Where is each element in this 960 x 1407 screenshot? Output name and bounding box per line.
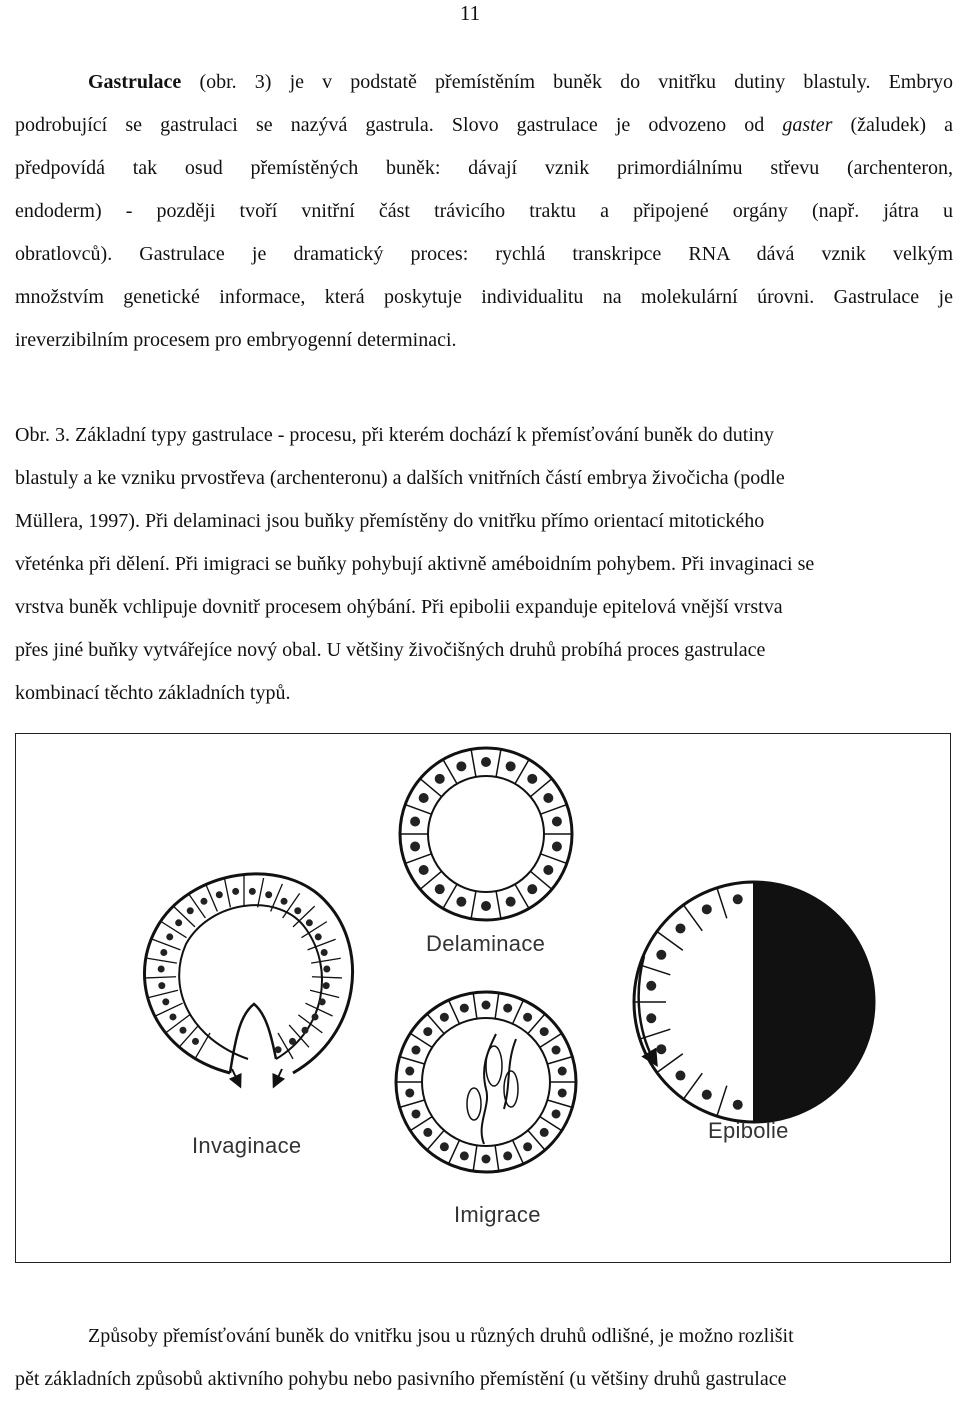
cell-wall (311, 958, 341, 963)
cell-wall (513, 1140, 524, 1164)
intro-line: ireverzibilním procesem pro embryogenní determinaci. (15, 329, 457, 351)
delaminace-diagram (400, 748, 572, 920)
cell-nucleus (315, 933, 322, 940)
cell-nucleus (506, 897, 516, 907)
figure-caption (15, 414, 953, 715)
bottom-line: Způsoby přemísťování buněk do vnitřku jsou u různých druhů odlišné, je možno rozlišit (88, 1325, 794, 1347)
cell-wall (657, 931, 683, 950)
cell-wall (495, 993, 499, 1019)
cell-wall (541, 854, 567, 864)
cell-nucleus (160, 949, 167, 956)
caption-line: Obr. 3. Základní typy gastrulace - procesu, při kterém dochází k přemísťování buněk do dutiny (15, 424, 774, 446)
cell-nucleus (411, 1046, 420, 1055)
epibolie-diagram (634, 882, 874, 1122)
cell-wall (547, 1100, 572, 1107)
page-number: 11 (459, 1, 481, 25)
gastrulation-figure (15, 733, 951, 1263)
cell-nucleus (410, 816, 420, 826)
caption-line: Müllera, 1997). Při delaminaci jsou buňky přemístěny do vnitřku přímo orientací mitotického (15, 510, 765, 532)
cell-nucleus (460, 1004, 469, 1013)
cell-nucleus (435, 774, 445, 784)
cell-nucleus (646, 981, 656, 991)
cell-nucleus (323, 982, 330, 989)
cell-wall (224, 878, 230, 907)
cell-wall (152, 939, 180, 950)
cell-nucleus (552, 1046, 561, 1055)
cell-nucleus (656, 950, 666, 960)
term-gaster: gaster (782, 114, 833, 136)
cell-wall (400, 1100, 425, 1107)
cell-nucleus (423, 1128, 432, 1137)
cell-nucleus (543, 793, 553, 803)
cell-nucleus (456, 897, 466, 907)
cell-nucleus (506, 761, 516, 771)
cell-wall (541, 805, 567, 815)
cell-wall (495, 1145, 499, 1171)
cell-nucleus (162, 998, 169, 1005)
label-imigrace: Imigrace (454, 1202, 541, 1227)
cell-wall (473, 1145, 477, 1171)
cell-nucleus (216, 891, 223, 898)
cell-wall (717, 888, 727, 918)
cell-nucleus (456, 761, 466, 771)
cell-nucleus (179, 1027, 186, 1034)
delaminace-cells (400, 749, 572, 918)
cell-nucleus (527, 774, 537, 784)
cell-nucleus (192, 1038, 199, 1045)
cell-wall (443, 760, 457, 784)
cell-nucleus (646, 1013, 656, 1023)
cell-nucleus (702, 1090, 712, 1100)
cell-wall (161, 922, 186, 938)
cell-wall (449, 1140, 460, 1164)
cell-wall (657, 1054, 683, 1073)
invaginace-diagram (144, 874, 352, 1086)
cell-wall (513, 1000, 524, 1024)
cell-nucleus (440, 1013, 449, 1022)
cell-wall (405, 854, 431, 864)
cell-nucleus (481, 901, 491, 911)
cell-nucleus (265, 891, 272, 898)
cell-nucleus (423, 1027, 432, 1036)
epibolie-cells (634, 888, 754, 1122)
cell-wall (515, 884, 529, 908)
bottom-paragraph (15, 1315, 953, 1401)
intro-line: obratlovců). Gastrulace je dramatický proces: rychlá transkripce RNA dává vznik velkým (15, 243, 953, 265)
cell-nucleus (675, 923, 685, 933)
cell-nucleus (675, 1071, 685, 1081)
cell-wall (195, 1033, 210, 1059)
cell-nucleus (503, 1004, 512, 1013)
cell-nucleus (289, 1038, 296, 1045)
cell-nucleus (435, 884, 445, 894)
cell-wall (449, 1000, 460, 1024)
cell-wall (515, 760, 529, 784)
cell-nucleus (294, 907, 301, 914)
cell-nucleus (523, 1142, 532, 1151)
gastrulation-diagram (16, 734, 952, 1264)
caption-line: přes jiné buňky vytvářejíce nový obal. U většiny živočišných druhů probíhá proces gastrulace (15, 639, 766, 661)
term-gastrulace: Gastrulace (88, 71, 182, 93)
cell-wall (443, 884, 457, 908)
cell-nucleus (733, 1100, 743, 1110)
cell-wall (683, 1073, 702, 1099)
cell-wall (473, 993, 477, 1019)
cell-nucleus (302, 1027, 309, 1034)
cell-wall (147, 958, 177, 963)
intro-paragraph (15, 61, 953, 362)
cell-wall (405, 805, 431, 815)
label-delaminace: Delaminace (426, 931, 546, 956)
cell-nucleus (323, 965, 330, 972)
cell-nucleus (175, 919, 182, 926)
cell-wall (683, 905, 702, 931)
cell-nucleus (405, 1088, 414, 1097)
cell-wall (496, 749, 501, 777)
cell-wall (206, 884, 218, 912)
cell-nucleus (419, 865, 429, 875)
cell-nucleus (158, 965, 165, 972)
cell-nucleus (419, 793, 429, 803)
cell-nucleus (558, 1088, 567, 1097)
bottom-line: pět základních způsobů aktivního pohybu nebo pasivního přemístění (u většiny druhů gastrulace (15, 1368, 787, 1390)
cell-nucleus (523, 1013, 532, 1022)
imigrace-diagram (396, 992, 576, 1172)
cell-nucleus (527, 884, 537, 894)
cell-nucleus (187, 907, 194, 914)
cell-nucleus (558, 1067, 567, 1076)
intro-line: množstvím genetické informace, která poskytuje individualitu na molekulární úrovni. Gastrulace je (15, 286, 953, 308)
cell-nucleus (249, 888, 256, 895)
cell-wall (471, 749, 476, 777)
cell-nucleus (733, 894, 743, 904)
caption-line: vrstva buněk vchlipuje dovnitř procesem ohýbání. Při epibolii expanduje epitelová vnější vrstva (15, 596, 783, 618)
label-epibolie: Epibolie (708, 1118, 789, 1143)
cell-nucleus (306, 919, 313, 926)
cell-nucleus (543, 865, 553, 875)
cell-nucleus (275, 1046, 282, 1053)
cell-nucleus (481, 757, 491, 767)
cell-nucleus (540, 1128, 549, 1137)
cell-wall (496, 891, 501, 919)
cell-wall (149, 990, 178, 997)
intro-line: předpovídá tak osud přemístěných buněk: dávají vznik primordiálnímu střevu (archenteron, (15, 157, 953, 179)
cell-nucleus (166, 933, 173, 940)
cell-wall (312, 977, 342, 978)
cell-nucleus (552, 842, 562, 852)
cell-nucleus (552, 816, 562, 826)
cell-nucleus (312, 1013, 319, 1020)
cell-wall (146, 977, 176, 978)
cell-nucleus (440, 1142, 449, 1151)
cell-nucleus (460, 1151, 469, 1160)
cell-wall (400, 1057, 425, 1064)
cell-wall (717, 1086, 727, 1116)
cell-nucleus (319, 998, 326, 1005)
cell-nucleus (411, 1109, 420, 1118)
cell-nucleus (232, 888, 239, 895)
cell-nucleus (702, 904, 712, 914)
intro-line: Gastrulace (obr. 3) je v podstatě přemístěním buněk do vnitřku dutiny blastuly. Embryo (88, 71, 953, 93)
cell-nucleus (410, 842, 420, 852)
cell-nucleus (482, 1001, 491, 1010)
cell-wall (188, 893, 205, 918)
cell-nucleus (656, 1044, 666, 1054)
cell-wall (310, 990, 339, 997)
cell-nucleus (281, 898, 288, 905)
cell-wall (278, 1033, 293, 1059)
cell-nucleus (200, 898, 207, 905)
cell-nucleus (405, 1067, 414, 1076)
cell-nucleus (503, 1151, 512, 1160)
cell-nucleus (540, 1027, 549, 1036)
cell-nucleus (169, 1013, 176, 1020)
cell-wall (640, 965, 670, 975)
cell-wall (471, 891, 476, 919)
caption-line: vřeténka při dělení. Při imigraci se buňky pohybují aktivně améboidním pohybem. Při invaginaci se (15, 553, 815, 575)
cell-nucleus (552, 1109, 561, 1118)
caption-line: blastuly a ke vzniku prvostřeva (archenteronu) a dalších vnitřních částí embrya živočicha (podle (15, 467, 785, 489)
cell-wall (258, 878, 264, 907)
intro-line: podrobující se gastrulaci se nazývá gastrula. Slovo gastrulace je odvozeno od gaster (žaludek) a (15, 114, 953, 136)
cell-wall (308, 939, 336, 950)
cell-nucleus (158, 982, 165, 989)
intro-line: endoderm) - později tvoří vnitřní část trávicího traktu a připojené orgány (např. játra u (15, 200, 953, 222)
label-invaginace: Invaginace (192, 1133, 302, 1158)
cell-wall (547, 1057, 572, 1064)
caption-line: kombinací těchto základních typů. (15, 682, 291, 704)
cell-nucleus (482, 1155, 491, 1164)
cell-nucleus (321, 949, 328, 956)
cell-wall (155, 1003, 182, 1016)
